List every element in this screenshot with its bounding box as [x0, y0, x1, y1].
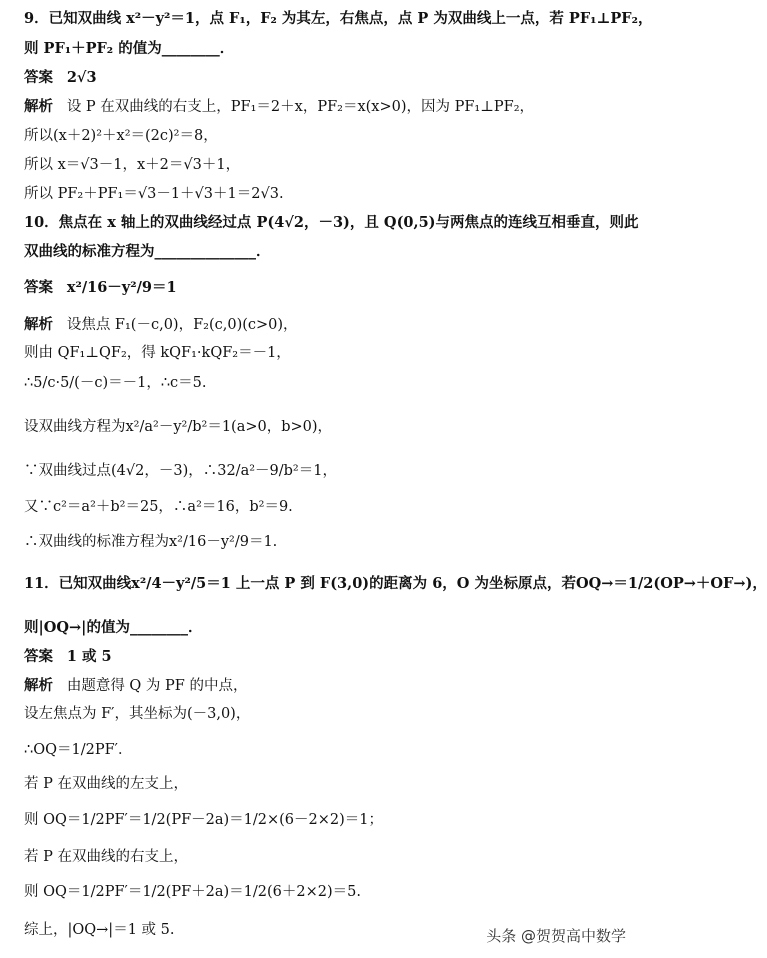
q9-analysis-line-2: 所以(x＋2)²＋x²＝(2c)²＝8， — [24, 128, 218, 144]
q11-analysis-line-1: 由题意得 Q 为 PF 的中点， — [66, 678, 248, 694]
q10-question-line-2: 双曲线的标准方程为______________． — [24, 243, 271, 260]
q10-analysis-line-3: ∴5/c·5/(－c)＝－1，∴c＝5. — [24, 375, 207, 391]
analysis-tag: 解析 — [24, 678, 53, 694]
q9-question-line-1: 9．已知双曲线 x²－y²＝1，点 F₁，F₂ 为其左，右焦点，点 P 为双曲线上一点，若 PF₁⊥PF₂， — [24, 10, 653, 27]
q11-question-line-2: 则|OQ→|的值为________． — [24, 619, 203, 636]
q10-analysis-line-7: ∴双曲线的标准方程为x²/16－y²/9＝1. — [24, 534, 278, 550]
q11-analysis-line-3: ∴OQ＝1/2PF′． — [24, 742, 133, 758]
q9-analysis-line-4: 所以 PF₂＋PF₁＝√3－1＋√3＋1＝2√3. — [24, 186, 284, 202]
q10-analysis-line-6: 又∵c²＝a²＋b²＝25，∴a²＝16，b²＝9. — [24, 499, 293, 515]
q10-analysis-line-5: ∵双曲线过点(4√2，－3)，∴32/a²－9/b²＝1， — [24, 463, 337, 479]
q11-analysis-line-2: 设左焦点为 F′，其坐标为(－3,0)， — [24, 706, 251, 722]
q11-analysis-line-7: 则 OQ＝1/2PF′＝1/2(PF＋2a)＝1/2(6＋2×2)＝5. — [24, 884, 361, 900]
q10-analysis-row — [24, 315, 628, 335]
q9-answer-row — [24, 68, 628, 88]
q9-answer: 2√3 — [66, 69, 97, 86]
q10-answer: x²/16－y²/9＝1 — [66, 279, 177, 296]
q10-analysis-line-1: 设焦点 F₁(－c,0)，F₂(c,0)(c>0)， — [66, 317, 298, 333]
q10-analysis-line-2: 则由 QF₁⊥QF₂，得 kQF₁·kQF₂＝－1， — [24, 345, 291, 361]
q10-answer-row — [24, 278, 628, 298]
answer-tag: 答案 — [24, 649, 53, 665]
answer-tag: 答案 — [24, 70, 53, 86]
q10-analysis-line-4: 设双曲线方程为x²/a²－y²/b²＝1(a>0，b>0)， — [24, 419, 333, 435]
analysis-tag: 解析 — [24, 99, 53, 115]
q9-question-line-2: 则 PF₁＋PF₂ 的值为________． — [24, 40, 235, 57]
q11-analysis-line-4: 若 P 在双曲线的左支上， — [24, 776, 188, 792]
q11-analysis-line-6: 若 P 在双曲线的右支上， — [24, 849, 188, 865]
q11-question-line-1: 11．已知双曲线x²/4－y²/5＝1 上一点 P 到 F(3,0)的距离为 6，O 为坐标原点，若OQ→＝1/2(OP→＋OF→)， — [24, 575, 767, 592]
q11-analysis-row — [24, 676, 628, 696]
watermark: 头条 @贺贺高中数学 — [486, 927, 626, 945]
q11-analysis-line-5: 则 OQ＝1/2PF′＝1/2(PF－2a)＝1/2×(6－2×2)＝1； — [24, 812, 384, 828]
q11-answer-row — [24, 647, 628, 667]
analysis-tag: 解析 — [24, 317, 53, 333]
answer-tag: 答案 — [24, 280, 53, 296]
q9-analysis-line-3: 所以 x＝√3－1，x＋2＝√3＋1， — [24, 157, 241, 173]
q10-question-line-1: 10．焦点在 x 轴上的双曲线经过点 P(4√2，－3)，且 Q(0,5)与两焦点的连线互相垂直，则此 — [24, 214, 639, 231]
q11-analysis-line-8: 综上，|OQ→|＝1 或 5. — [24, 922, 175, 938]
q9-analysis-line-1: 设 P 在双曲线的右支上，PF₁＝2＋x，PF₂＝x(x>0)，因为 PF₁⊥PF₂， — [66, 99, 535, 115]
q9-analysis-row — [24, 97, 628, 117]
q11-answer: 1 或 5 — [66, 648, 112, 665]
